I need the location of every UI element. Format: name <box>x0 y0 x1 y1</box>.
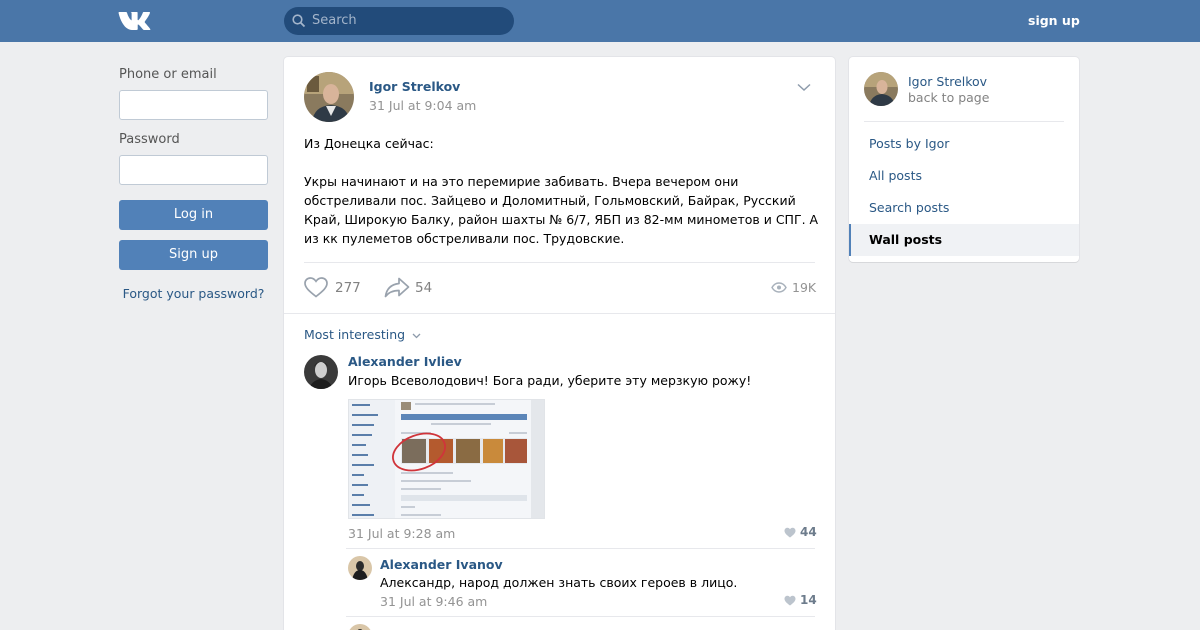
comment-date[interactable]: 31 Jul at 9:46 am <box>380 594 488 609</box>
chevron-down-icon[interactable] <box>797 83 811 92</box>
post-date[interactable]: 31 Jul at 9:04 am <box>369 98 477 113</box>
comments-sort-dropdown[interactable] <box>304 327 421 342</box>
post-text-body: Укры начинают и на это перемирие забивать. Вчера вечером они обстреливали пос. Зайцево и Доломитный, Гольмовский, Байрак, Русский Край, Широкую Балку, район шахты № 6/7, ЯБП из 82-мм минометов и СПГ. А из кк пулеметов обстреливали пос. Трудовские. <box>304 174 819 246</box>
divider <box>346 616 815 617</box>
sidebar-item-search-posts[interactable]: Search posts <box>869 200 950 215</box>
view-count: 19K <box>792 280 817 295</box>
author-avatar[interactable] <box>304 72 354 122</box>
back-to-page-link[interactable]: back to page <box>908 90 990 105</box>
vk-logo-icon[interactable] <box>118 9 152 33</box>
heart-icon <box>784 595 796 606</box>
chevron-down-icon <box>412 333 421 339</box>
wall-navigation-panel <box>849 57 1079 262</box>
divider <box>864 121 1064 122</box>
password-label: Password <box>119 132 180 147</box>
post-text-line1: Из Донецка сейчас: <box>304 136 434 151</box>
commenter-avatar[interactable] <box>304 355 338 389</box>
phone-label: Phone or email <box>119 67 217 82</box>
search-input[interactable] <box>284 7 514 35</box>
post-text <box>304 134 819 248</box>
comment-like-count: 44 <box>800 525 817 539</box>
eye-icon <box>771 282 787 293</box>
comment-author[interactable]: Alexander Ivanov <box>380 557 503 572</box>
sidebar-avatar[interactable] <box>864 72 898 106</box>
like-count: 277 <box>335 280 361 296</box>
password-field[interactable] <box>119 155 268 185</box>
sidebar-name[interactable]: Igor Strelkov <box>908 74 988 89</box>
comment-text: Александр, народ должен знать своих героев в лицо. <box>380 575 738 590</box>
divider <box>304 262 815 263</box>
share-icon[interactable] <box>384 277 410 298</box>
section-divider <box>284 313 835 314</box>
comment-like-button[interactable] <box>784 595 796 610</box>
sidebar-item-wall-posts[interactable]: Wall posts <box>849 224 1079 256</box>
header-signup-link[interactable]: sign up <box>1028 13 1080 28</box>
comment-attachment-image[interactable] <box>348 399 545 519</box>
heart-icon[interactable] <box>304 277 328 298</box>
top-header <box>0 0 1200 42</box>
search-placeholder: Search <box>312 13 357 28</box>
comment-like-button[interactable] <box>784 527 796 542</box>
comment-like-count: 14 <box>800 593 817 607</box>
forgot-password-link[interactable]: Forgot your password? <box>122 286 265 301</box>
sidebar-item-posts-by-igor[interactable]: Posts by Igor <box>869 136 950 151</box>
comment-author[interactable]: Alexander Ivliev <box>348 354 462 369</box>
commenter-avatar[interactable] <box>348 556 372 580</box>
commenter-avatar[interactable] <box>348 624 372 630</box>
signup-button[interactable]: Sign up <box>119 240 268 270</box>
sidebar-item-all-posts[interactable]: All posts <box>869 168 922 183</box>
share-count: 54 <box>415 280 433 296</box>
post-author[interactable]: Igor Strelkov <box>369 79 461 94</box>
search-icon <box>292 14 306 28</box>
divider <box>346 548 815 549</box>
comments-sort-label: Most interesting <box>304 327 406 342</box>
login-button[interactable]: Log in <box>119 200 268 230</box>
comment-text: Игорь Всеволодович! Бога ради, уберите эту мерзкую рожу! <box>348 373 752 388</box>
phone-field[interactable] <box>119 90 268 120</box>
comment-date[interactable]: 31 Jul at 9:28 am <box>348 526 456 541</box>
heart-icon <box>784 527 796 538</box>
post-card <box>284 57 835 630</box>
